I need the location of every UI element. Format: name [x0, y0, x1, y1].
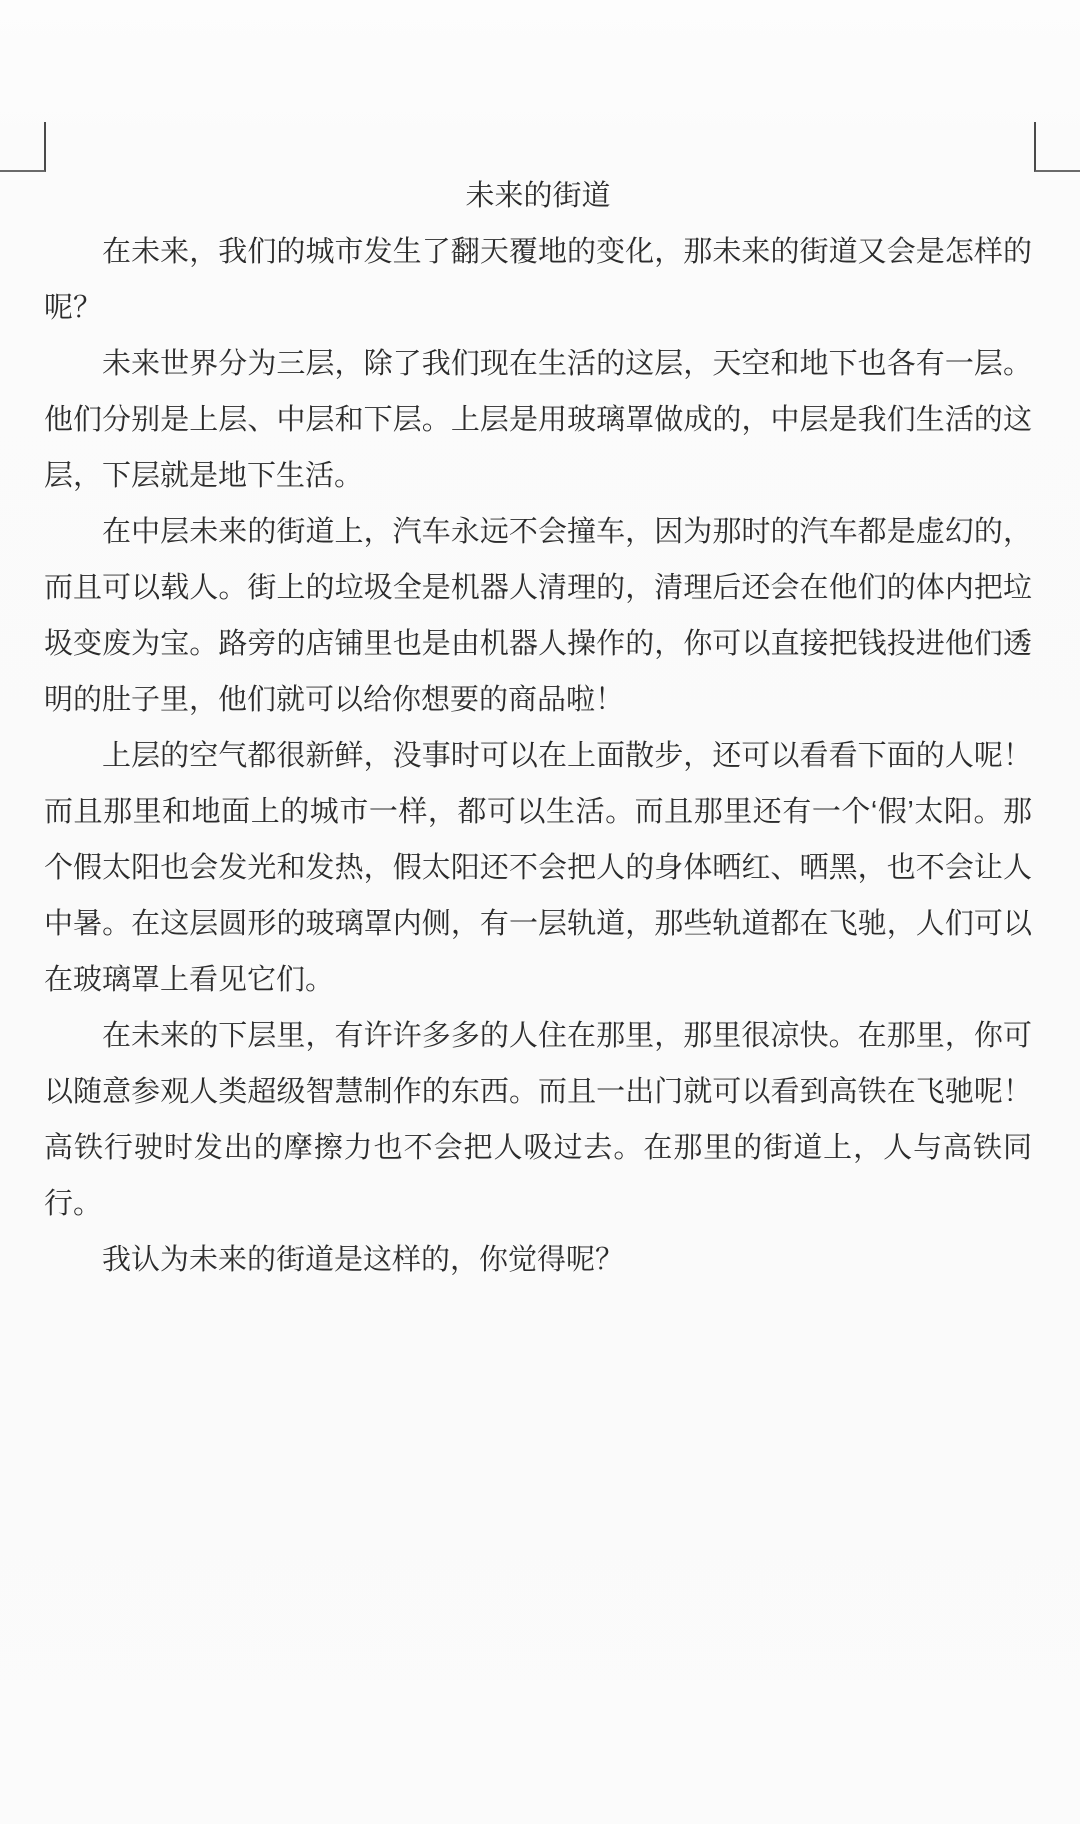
essay-paragraph-2: 未来世界分为三层，除了我们现在生活的这层，天空和地下也各有一层。他们分别是上层、中层和下层。上层是用玻璃罩做成的，中层是我们生活的这层，下层就是地下生活。	[44, 348, 1032, 492]
essay-paragraph-3: 在中层未来的街道上，汽车永远不会撞车，因为那时的汽车都是虚幻的，而且可以载人。街上的垃圾全是机器人清理的，清理后还会在他们的体内把垃圾变废为宝。路旁的店铺里也是由机器人操作的，你可以直接把钱投进他们透明的肚子里，他们就可以给你想要的商品啦！	[44, 516, 1032, 716]
page-corner-mark-right	[1034, 122, 1080, 172]
essay-title: 未来的街道	[465, 180, 611, 212]
essay-paragraph-5: 在未来的下层里，有许许多多的人住在那里，那里很凉快。在那里，你可以随意参观人类超级智慧制作的东西。而且一出门就可以看到高铁在飞驰呢！高铁行驶时发出的摩擦力也不会把人吸过去。在那里的街道上，人与高铁同行。	[44, 1020, 1032, 1220]
essay-paragraph-1: 在未来，我们的城市发生了翻天覆地的变化，那未来的街道又会是怎样的呢？	[44, 236, 1032, 324]
essay-paragraph-4: 上层的空气都很新鲜，没事时可以在上面散步，还可以看看下面的人呢！而且那里和地面上的城市一样，都可以生活。而且那里还有一个‘假’太阳。那个假太阳也会发光和发热，假太阳还不会把人的身体晒红、晒黑，也不会让人中暑。在这层圆形的玻璃罩内侧，有一层轨道，那些轨道都在飞驰，人们可以在玻璃罩上看见它们。	[44, 740, 1032, 996]
essay-content	[44, 168, 1032, 1288]
essay-paragraph-6: 我认为未来的街道是这样的，你觉得呢？	[102, 1244, 625, 1276]
page-corner-mark-left	[0, 122, 46, 172]
